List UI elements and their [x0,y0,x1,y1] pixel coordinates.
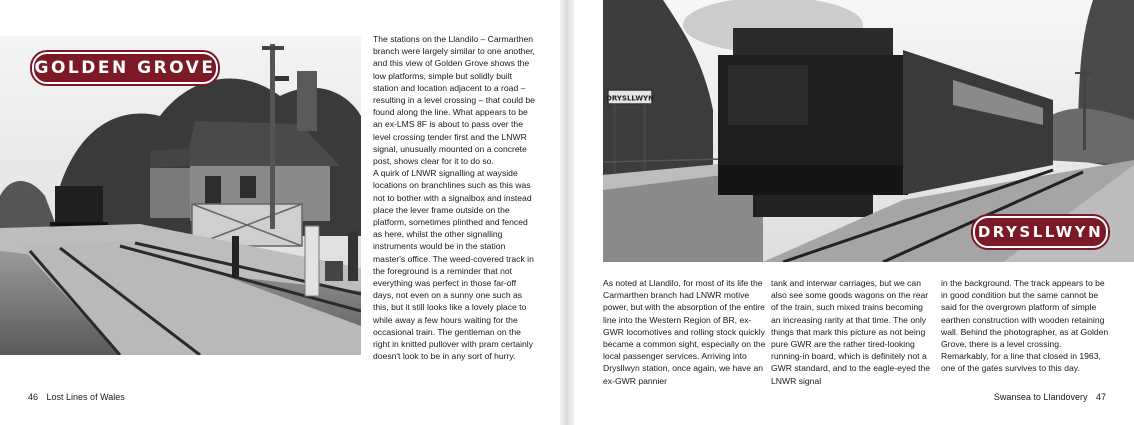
book-gutter [560,0,574,425]
right-page [574,0,1134,425]
left-paragraph-1: The stations on the Llandilo – Carmarthen branch were largely similar to one another, and this view of Golden Grove shows the low platforms, simple but solidly built station and location adjacent to a road – resulting in a level crossing – that could be found along the line. What appears to be an ex-LMS 8F is about to pass over the level crossing tender first and the LNWR signal, unusually mounted on a concrete post, shows clear for it to do so. [373,34,535,167]
right-page-number: 47 [1095,392,1106,402]
right-page-footer [994,391,1112,403]
left-page-text [373,33,538,362]
right-column-2: tank and interwar carriages, but we can also see some goods wagons on the rear of the train, such mixed trains becoming an increasing rarity at that time. The only things that mark this picture as not being pure GWR are the rather tired-looking running-in board, which is definitely not a GWR standard, and to the eagle-eyed the LNWR signal [771,278,931,386]
drysllwyn-station-sign: DRYSLLWYN [973,216,1108,248]
right-running-title: Swansea to Llandovery [993,392,1088,402]
left-page-number: 46 [28,392,39,402]
left-page-footer [22,391,125,403]
left-running-title: Lost Lines of Wales [46,392,125,402]
left-page [0,0,560,425]
running-in-board-text: DRYSLLWYN [606,94,654,103]
right-column-1: As noted at Llandilo, for most of its life the Carmarthen branch had LNWR motive power, but with the absorption of the entire line into the Western Region of BR, ex-GWR locomotives and rolling stock quickly became a common sight, especially on the local passenger services. Arriving into Drysllwyn station, once again, we have an ex-GWR pannier [603,278,766,386]
golden-grove-station-sign: GOLDEN GROVE [32,52,218,84]
left-paragraph-2: A quirk of LNWR signalling at wayside locations on branchlines such as this was not to bother with a signalbox and instead place the lever frame outside on the platform, sometimes plinthed and fenced as here, whilst the other signalling instruments would be in the station master's office. The weed-covered track in the foreground is a reminder that not everything was perfect in those far-off days, not even on a sunny one such as this, but it still looks like a lovely place to while away a few hours waiting for the occasional train. The gentleman on the right in knitted pullover with pram certainly doesn't look to be in any sort of hurry. [373,168,534,362]
right-column-3: in the background. The track appears to be in good condition but the same cannot be said for the overgrown platform of simple earthen construction with wooden retaining wall. Behind the photographer, as at Golden Grove, there is a level crossing. Remarkably, for a line that closed in 1963, one of the gates survives to this day. [941,278,1109,374]
